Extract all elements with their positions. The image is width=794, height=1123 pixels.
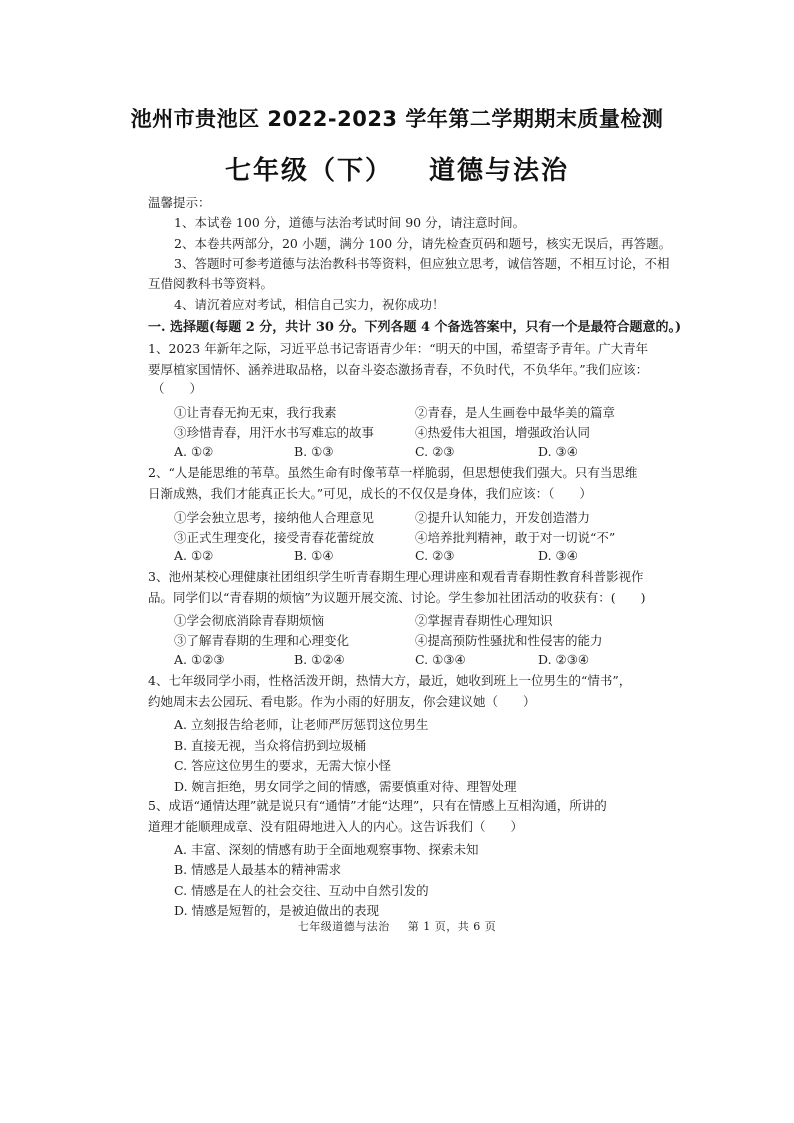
question-text: 3、池州某校心理健康社团组织学生听青春期生理心理讲座和观看青春期性教育科普影视作 — [148, 569, 644, 584]
notice-item: 2、本卷共两部分，20 小题，满分 100 分，请先检查页码和题号，核实无误后，再答题。 — [174, 236, 672, 251]
statement-option: ④提高预防性骚扰和性侵害的能力 — [415, 633, 603, 648]
question-text: 5、成语“通情达理”就是说只有“通情”才能“达理”，只有在情感上互相沟通，所讲的 — [148, 798, 607, 813]
statement-option: ④热爱伟大祖国，增强政治认同 — [415, 425, 591, 440]
answer-choice: D. ②③④ — [538, 652, 590, 667]
answer-choice: C. 情感是在人的社会交往、互动中自然引发的 — [174, 883, 429, 898]
statement-option: ②青春，是人生画卷中最华美的篇章 — [415, 405, 616, 420]
question-text: 1、2023 年新年之际，习近平总书记寄语青少年：“明天的中国，希望寄予青年。广大青年 — [148, 341, 649, 356]
answer-choice: D. ③④ — [538, 548, 578, 563]
notice-item: 1、本试卷 100 分，道德与法治考试时间 90 分，请注意时间。 — [174, 215, 526, 230]
notice-label: 温馨提示： — [148, 195, 211, 210]
answer-choice: B. ①②④ — [294, 652, 345, 667]
grade-label: 七年级（下） — [224, 156, 393, 186]
question-text: 4、七年级同学小雨，性格活泼开朗，热情大方，最近，她收到班上一位男生的“情书”， — [148, 673, 632, 688]
footer-subject: 七年级道德与法治 — [297, 920, 390, 933]
subject-label: 道德与法治 — [429, 156, 570, 186]
page-number: 第 1 页，共 6 页 — [407, 920, 497, 933]
exam-subtitle — [0, 150, 794, 187]
statement-option: ②提升认知能力，开发创造潜力 — [415, 510, 591, 525]
notice-item: 互借阅教科书等资料。 — [148, 276, 274, 291]
answer-choice: B. 直接无视，当众将信扔到垃圾桶 — [174, 738, 367, 753]
statement-option: ①让青春无拘无束，我行我素 — [174, 405, 337, 420]
answer-choice: B. ①③ — [294, 444, 334, 459]
answer-choice: A. 立刻报告给老师，让老师严厉惩罚这位男生 — [174, 717, 429, 732]
statement-option: ④培养批判精神，敢于对一切说“不” — [415, 530, 616, 545]
question-text: 品。同学们以“青春期的烦恼”为议题开展交流、讨论。学生参加社团活动的收获有：( ) — [148, 590, 646, 605]
answer-choice: C. ②③ — [415, 444, 455, 459]
statement-option: ①学会彻底消除青春期烦恼 — [174, 613, 325, 628]
answer-choice: A. 丰富、深刻的情感有助于全面地观察事物、探索未知 — [174, 842, 479, 857]
question-text: 道理才能顺理成章、没有阻碍地进入人的内心。这告诉我们（ ） — [148, 819, 524, 834]
answer-choice: D. ③④ — [538, 444, 578, 459]
page-footer — [0, 918, 794, 934]
answer-choice: C. ②③ — [415, 548, 455, 563]
section-heading: 一. 选择题(每题 2 分，共计 30 分。下列各题 4 个备选答案中，只有一个是最符合题意的。) — [148, 320, 682, 335]
answer-choice: A. ①② — [174, 444, 214, 459]
statement-option: ③正式生理变化，接受青春花蕾绽放 — [174, 530, 375, 545]
answer-choice: B. ①④ — [294, 548, 334, 563]
statement-option: ①学会独立思考，接纳他人合理意见 — [174, 510, 375, 525]
statement-option: ②掌握青春期性心理知识 — [415, 613, 553, 628]
question-text: 2、“人是能思维的苇草。虽然生命有时像苇草一样脆弱，但思想使我们强大。只有当思维 — [148, 465, 638, 480]
answer-choice: C. 答应这位男生的要求，无需大惊小怪 — [174, 758, 392, 773]
notice-item: 4、请沉着应对考试，相信自己实力，祝你成功！ — [174, 297, 445, 312]
answer-choice: B. 情感是人最基本的精神需求 — [174, 862, 342, 877]
question-text: 日渐成熟，我们才能真正长大。”可见，成长的不仅仅是身体，我们应该：（ ） — [148, 486, 592, 501]
question-text: 约她周末去公园玩、看电影。作为小雨的好朋友，你会建议她（ ） — [148, 694, 536, 709]
statement-option: ③珍惜青春，用汗水书写难忘的故事 — [174, 425, 375, 440]
answer-choice: C. ①③④ — [415, 652, 466, 667]
answer-blank: （ ） — [152, 381, 203, 396]
answer-choice: A. ①②③ — [174, 652, 225, 667]
question-text: 要厚植家国情怀、涵养进取品格，以奋斗姿态激扬青春，不负时代，不负华年。”我们应该： — [148, 362, 649, 377]
answer-choice: D. 婉言拒绝，男女同学之间的情感，需要慎重对待、理智处理 — [174, 779, 517, 794]
answer-choice: D. 情感是短暂的，是被迫做出的表现 — [174, 903, 380, 918]
answer-choice: A. ①② — [174, 548, 214, 563]
statement-option: ③了解青春期的生理和心理变化 — [174, 633, 350, 648]
exam-title: 池州市贵池区 2022-2023 学年第二学期期末质量检测 — [130, 107, 664, 131]
notice-item: 3、答题时可参考道德与法治教科书等资料，但应独立思考，诚信答题，不相互讨论，不相 — [174, 256, 670, 271]
